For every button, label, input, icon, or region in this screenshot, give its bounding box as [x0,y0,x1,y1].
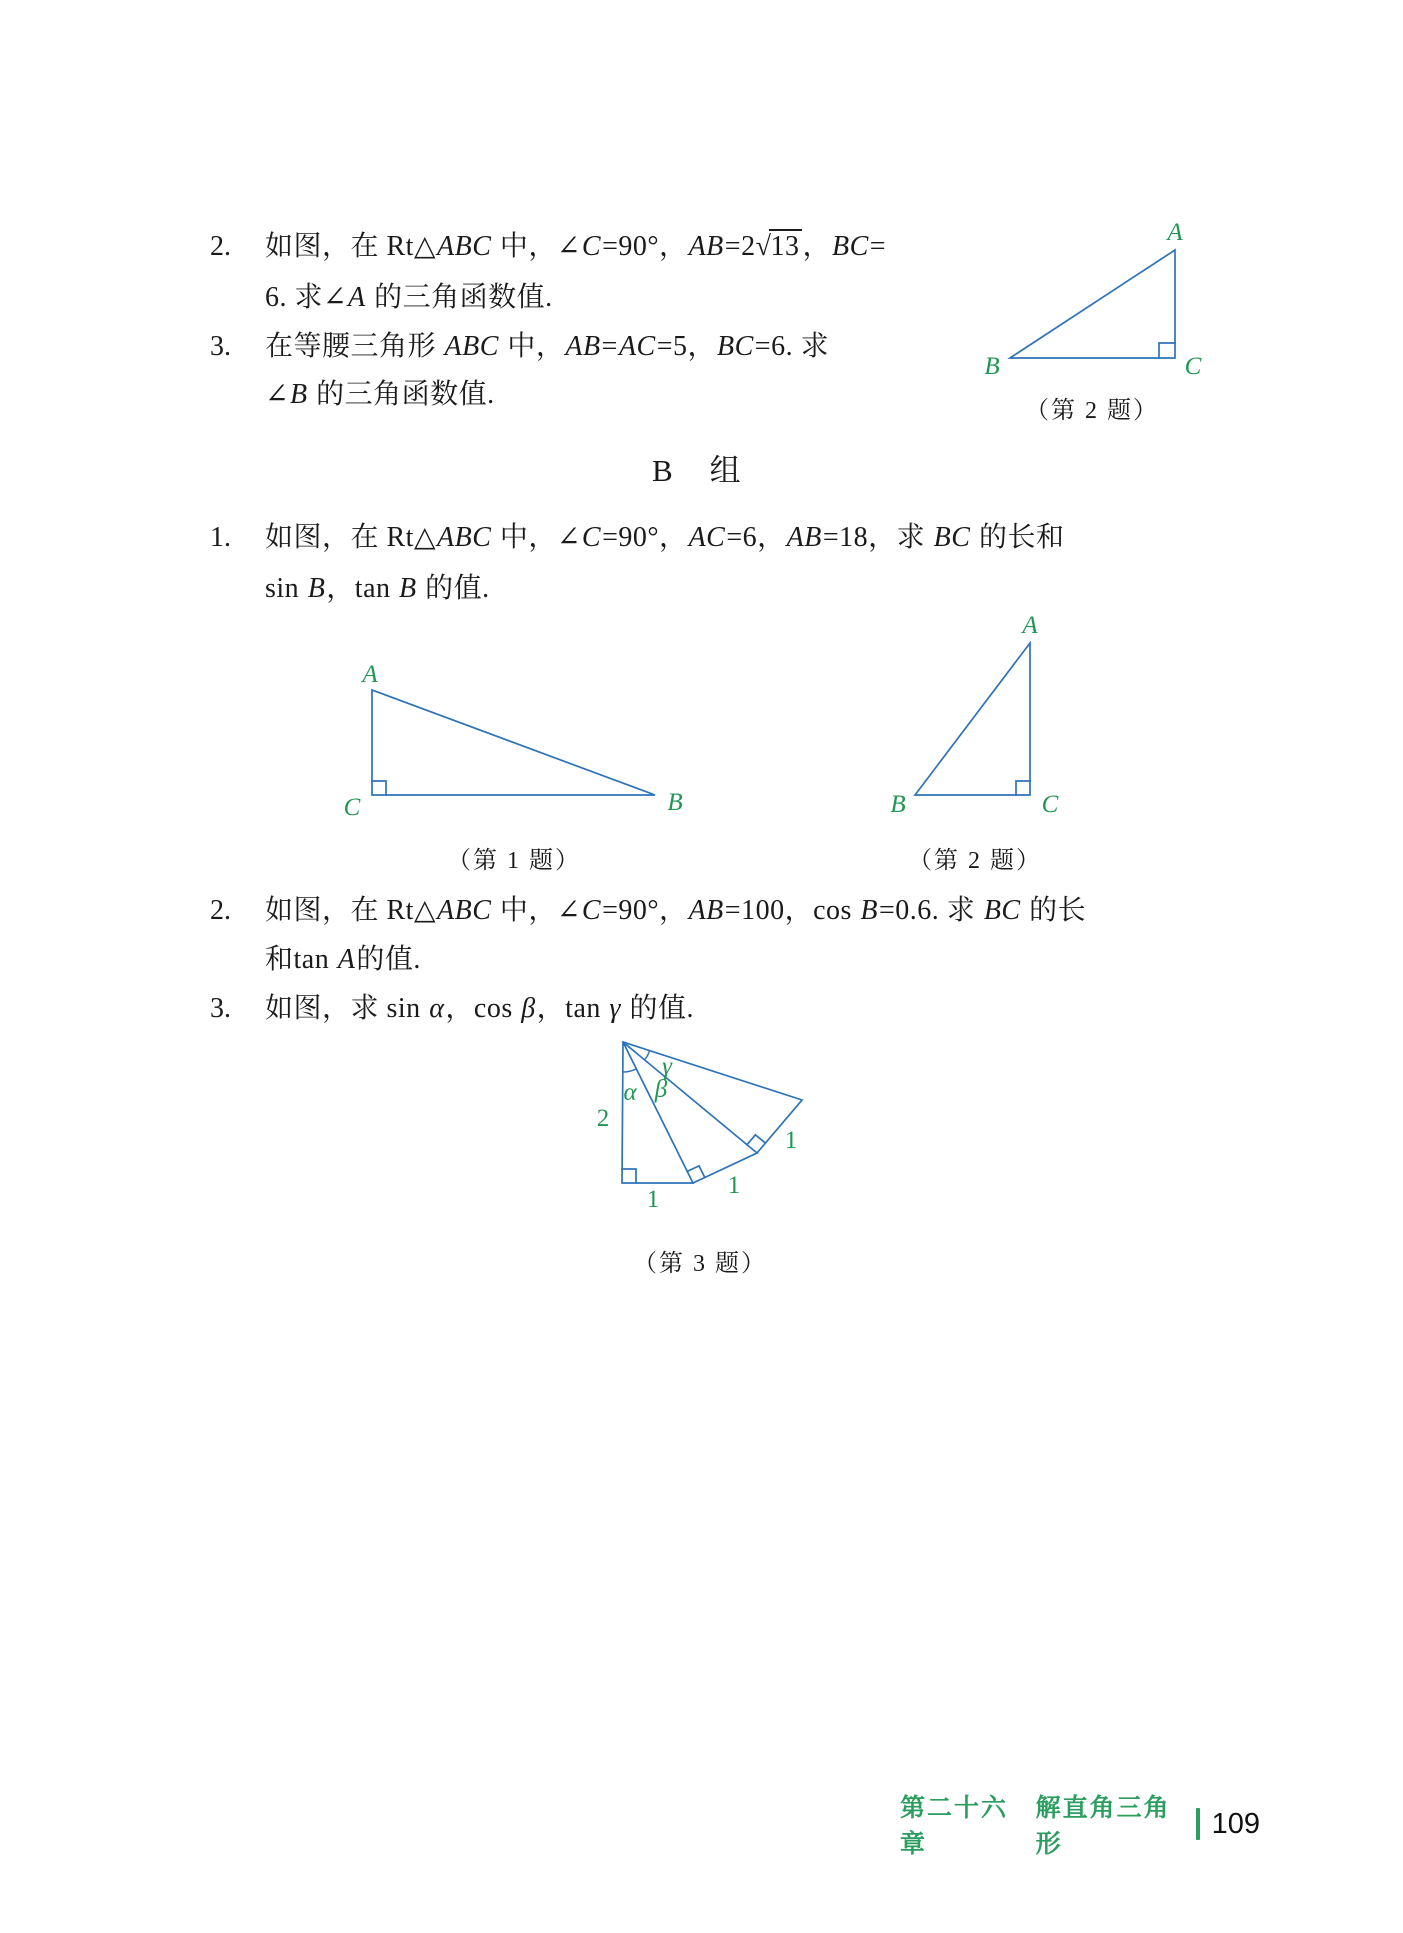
right-angle-marker [747,1135,765,1145]
vertex-label-C: C [1184,353,1202,380]
triangle-outline [915,643,1030,795]
angle-label-beta: β [654,1076,668,1103]
vertex-label-A: A [1167,219,1183,246]
vertex-label-A: A [1022,612,1038,639]
figure-caption: （第 1 题） [447,848,581,874]
right-angle-marker [1016,781,1030,795]
problem-text-line: 和tan A的值. [265,944,421,975]
figure-triangle-fan-3 [540,1020,870,1230]
triangle-1-outline [622,1042,693,1183]
figure-caption: （第 2 题） [1025,398,1159,424]
right-angle-marker [372,781,386,795]
angle-arc-gamma [645,1051,650,1060]
problem-number: 2. [210,231,231,262]
vertex-label-A: A [362,661,378,688]
right-angle-marker [1159,343,1175,358]
problem-number: 3. [210,993,231,1024]
triangle-outline [372,690,655,795]
vertex-label-C: C [343,794,361,821]
side-label-2: 2 [596,1105,610,1132]
figure-right-triangle-2 [860,600,1120,830]
triangle-outline [1010,250,1175,358]
problem-text-line: 6. 求∠A 的三角函数值. [265,282,553,313]
footer-page-number: 109 [1211,1807,1260,1840]
vertex-label-C: C [1041,791,1059,818]
side-label-1-bottom: 1 [646,1186,660,1213]
section-heading-b: B 组 [652,453,744,488]
problem-text-line: 在等腰三角形 ABC 中，AB=AC=5，BC=6. 求 [265,331,830,362]
problem-number: 1. [210,522,231,553]
problem-text-line: 如图，在 Rt△ABC 中，∠C=90°，AB=100，cos B=0.6. 求 BC 的长 [265,895,1087,926]
problem-number: 3. [210,331,231,362]
figure-right-triangle-1 [290,640,710,830]
problem-text-line: 如图，求 sin α，cos β，tan γ 的值. [265,993,694,1024]
problem-number: 2. [210,895,231,926]
figure-right-triangle-top [950,190,1240,400]
angle-label-gamma: γ [662,1053,672,1080]
right-angle-marker [622,1169,636,1183]
problem-text-line: ∠B 的三角函数值. [265,379,495,410]
angle-label-alpha: α [623,1079,637,1106]
footer-divider [1196,1808,1200,1840]
side-label-1-middle: 1 [727,1172,741,1199]
problem-text-line: 如图，在 Rt△ABC 中，∠C=90°，AC=6，AB=18，求 BC 的长和 [265,522,1065,553]
vertex-label-B: B [890,791,906,818]
footer-chapter-title: 解直角三角形 [1035,1794,1171,1858]
vertex-label-B: B [984,353,1000,380]
side-label-1-right: 1 [784,1127,798,1154]
problem-text-line: 如图，在 Rt△ABC 中，∠C=90°，AB=2√13 ，BC= [265,231,887,262]
figure-caption: （第 2 题） [908,848,1042,874]
vertex-label-B: B [667,789,683,816]
problem-text-line: sin B，tan B 的值. [265,573,490,604]
page-footer [900,1788,1260,1860]
figure-caption: （第 3 题） [633,1251,767,1277]
angle-arc-alpha [623,1069,636,1072]
footer-chapter: 第二十六章 [900,1794,1009,1858]
